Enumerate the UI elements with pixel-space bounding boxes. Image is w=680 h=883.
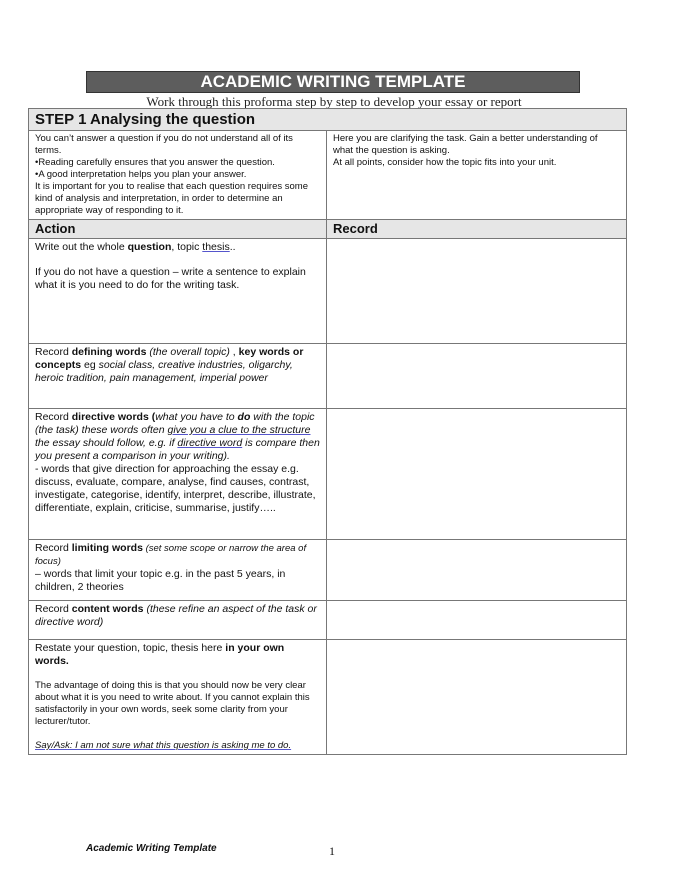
clarify-cell xyxy=(327,131,627,220)
action-cell-limiting xyxy=(29,540,327,601)
question-instruction: Write out the whole question, topic thesis.. xyxy=(35,241,236,253)
action-cell-content xyxy=(29,601,327,640)
content-instruction: Record content words (these refine an aspect of the task or directive word) xyxy=(35,603,317,628)
table-row-limiting xyxy=(29,540,627,601)
footer-title: Academic Writing Template xyxy=(86,843,217,854)
question-fallback-text: If you do not have a question – write a sentence to explain what it is you need to do for the writing task. xyxy=(35,266,306,291)
clarify-line: At all points, consider how the topic fits into your unit. xyxy=(333,157,557,168)
restate-prompt: Say/Ask: I am not sure what this question is asking me to do. xyxy=(35,740,292,751)
record-cell-directive[interactable] xyxy=(327,409,627,540)
limiting-instruction: Record limiting words (set some scope or narrow the area of focus) xyxy=(35,542,307,567)
intro-line: •A good interpretation helps you plan your answer. xyxy=(35,169,247,180)
intro-cell xyxy=(29,131,327,220)
action-column-header: Action xyxy=(29,220,327,239)
table-row-content xyxy=(29,601,627,640)
record-cell-restate[interactable] xyxy=(327,640,627,755)
step-title: STEP 1 Analysing the question xyxy=(29,109,627,131)
directive-examples: - words that give direction for approaching the essay e.g. discuss, evaluate, compare, analyse, find causes, contrast, investigate, categorise, identify, interpret, describe, illustrate, differentiate, explain, criticise, summarise, justify….. xyxy=(35,463,316,514)
page-number: 1 xyxy=(329,844,335,858)
record-cell-defining[interactable] xyxy=(327,344,627,409)
document-title: ACADEMIC WRITING TEMPLATE xyxy=(86,71,580,93)
intro-line: You can’t answer a question if you do not understand all of its terms. xyxy=(35,133,293,156)
action-cell-defining xyxy=(29,344,327,409)
table-row-directive xyxy=(29,409,627,540)
clarify-line: Here you are clarifying the task. Gain a better understanding of what the question is asking. xyxy=(333,133,598,156)
table-row-defining xyxy=(29,344,627,409)
table-row-question xyxy=(29,239,627,344)
action-cell-directive xyxy=(29,409,327,540)
action-cell-restate xyxy=(29,640,327,755)
document-subtitle: Work through this proforma step by step to develop your essay or report xyxy=(146,94,522,109)
defining-instruction: Record defining words (the overall topic) , key words or concepts eg social class, creative industries, oligarchy, heroic tradition, pain management, imperial power xyxy=(35,346,304,384)
step-header-row xyxy=(29,109,627,131)
restate-instruction: Restate your question, topic, thesis here in your own words. xyxy=(35,642,285,667)
record-cell-question[interactable] xyxy=(327,239,627,344)
analysis-table xyxy=(28,108,627,755)
record-column-header: Record xyxy=(327,220,627,239)
intro-line: It is important for you to realise that each question requires some kind of analysis and interpretation, in order to determine an appropriate way of responding to it. xyxy=(35,181,308,216)
intro-row xyxy=(29,131,627,220)
record-cell-limiting[interactable] xyxy=(327,540,627,601)
record-cell-content[interactable] xyxy=(327,601,627,640)
table-row-restate xyxy=(29,640,627,755)
directive-instruction: Record directive words (what you have to do with the topic (the task) these words often give you a clue to the structure the essay should follow, e.g. if directive word is compare then you present a comparison in your writing). xyxy=(35,411,320,462)
action-cell-question xyxy=(29,239,327,344)
limiting-examples: – words that limit your topic e.g. in the past 5 years, in children, 2 theories xyxy=(35,568,286,593)
intro-line: •Reading carefully ensures that you answer the question. xyxy=(35,157,275,168)
column-header-row xyxy=(29,220,627,239)
restate-advice: The advantage of doing this is that you should now be very clear about what it is you need to write about. If you cannot explain this satisfactorily in your own words, seek some clarity from your lecturer/tutor. xyxy=(35,680,310,727)
